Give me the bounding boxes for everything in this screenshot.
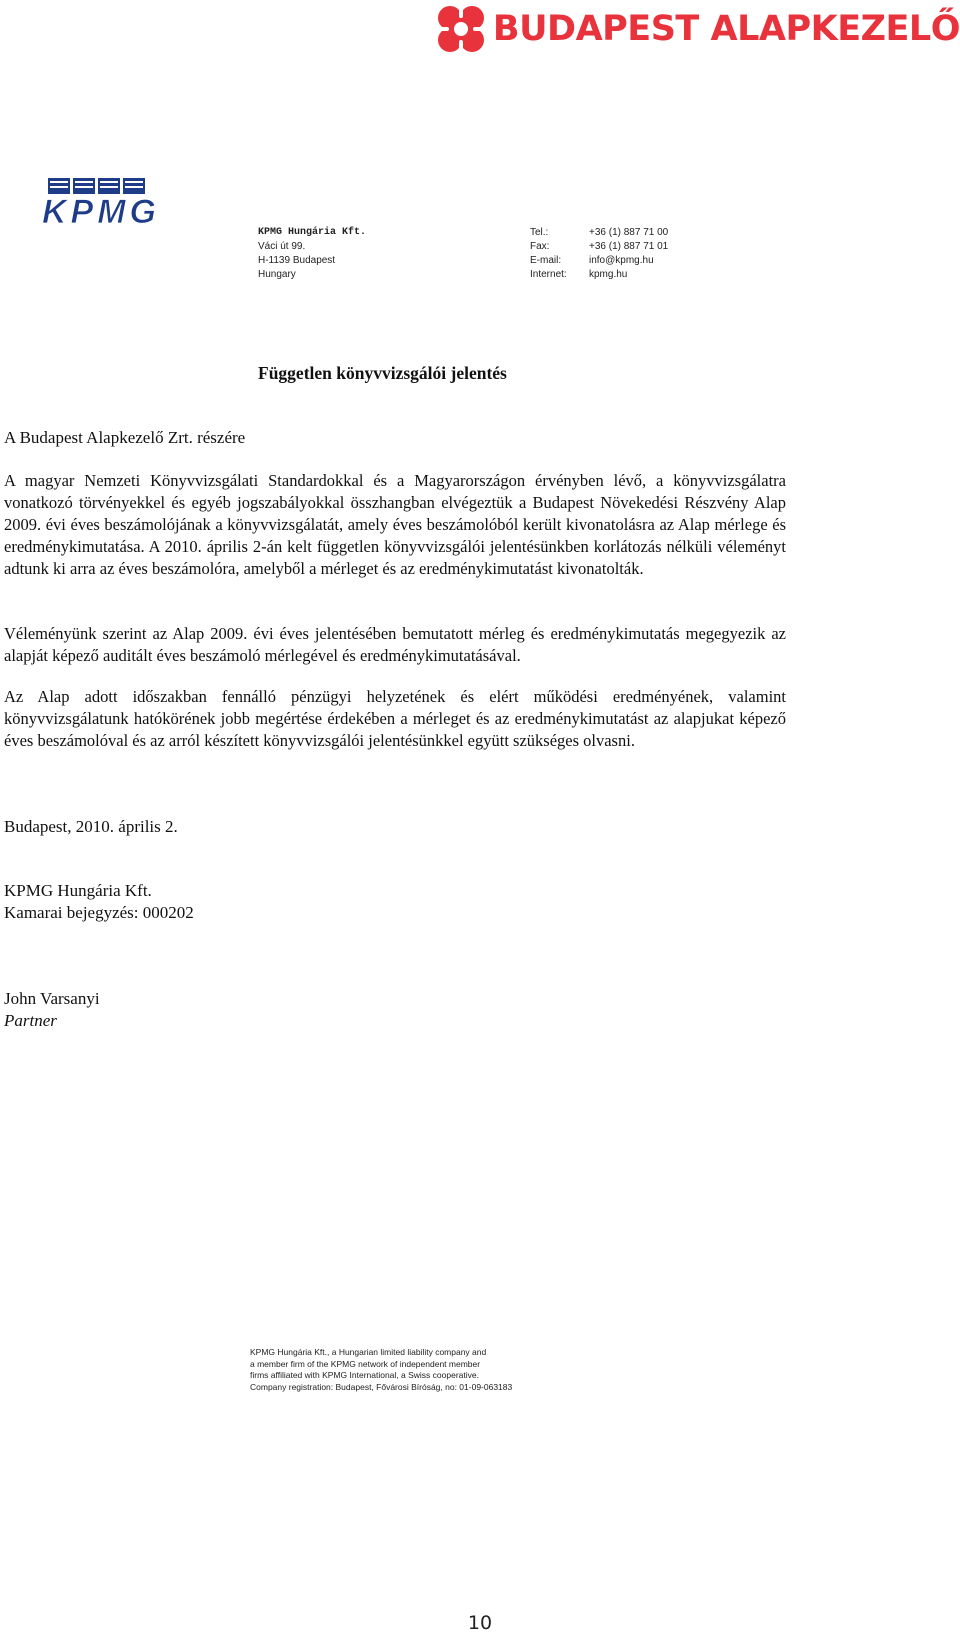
contact-label: Tel.: (530, 227, 549, 238)
contact-row-fax (530, 240, 668, 254)
contact-row-email (530, 254, 668, 268)
address-street: Váci út 99. (258, 241, 306, 252)
budapest-alapkezelo-logo-icon (435, 4, 487, 54)
contact-label: E-mail: (530, 255, 562, 266)
contact-value: kpmg.hu (589, 269, 628, 280)
address-country: Hungary (258, 269, 296, 280)
salutation: A Budapest Alapkezelő Zrt. részére (4, 428, 246, 447)
signer (4, 988, 100, 1032)
chamber-registration: Kamarai bejegyzés: 000202 (4, 903, 194, 922)
signer-name: John Varsanyi (4, 989, 100, 1008)
document-title: Független könyvvizsgálói jelentés (258, 363, 507, 383)
address-city: H-1139 Budapest (258, 255, 336, 266)
signer-role: Partner (4, 1011, 57, 1030)
footer-line: firms affiliated with KPMG International, a Swiss cooperative. (250, 1370, 479, 1380)
contact-value: +36 (1) 887 71 01 (589, 241, 669, 252)
paragraph-2: Véleményünk szerint az Alap 2009. évi éves jelentésében bemutatott mérleg és eredménykimutatás megegyezik az alapját képező auditált éves beszámoló mérlegével és eredménykimutatásával. (4, 624, 786, 665)
contact-row-tel (530, 226, 668, 240)
kpmg-logo (40, 178, 162, 226)
firm-name: KPMG Hungária Kft. (4, 881, 152, 900)
footer-line: KPMG Hungária Kft., a Hungarian limited liability company and (250, 1347, 487, 1357)
kpmg-address (258, 226, 366, 282)
brand-header (435, 4, 960, 54)
address-firm: KPMG Hungária Kft. (258, 227, 367, 238)
place-date: Budapest, 2010. április 2. (4, 817, 178, 836)
brand-name: BUDAPEST ALAPKEZELŐ (492, 9, 960, 49)
kpmg-footer (250, 1347, 512, 1393)
paragraph-1: A magyar Nemzeti Könyvvizsgálati Standardokkal és a Magyarországon érvényben lévő, a könyvvizsgálatra vonatkozó törvényekkel és egyéb jogszabályokkal összhangban elvégeztük a Budapest Növekedési Részvény Alap 2009. évi éves beszámolójának a könyvvizsgálatát, amely éves beszámolóból került kivonatolásra az Alap mérlege és eredménykimutatása. A 2010. április 2-án kelt független könyvvizsgálói jelentésünkben korlátozás nélküli véleményt adtunk ki arra az éves beszámolóra, amelyből a mérleget és az eredménykimutatást kivonatolták. (4, 471, 786, 578)
contact-label: Internet: (530, 269, 567, 280)
page-number: 10 (467, 1612, 493, 1634)
kpmg-contact (530, 226, 668, 282)
contact-value: +36 (1) 887 71 00 (589, 227, 669, 238)
kpmg-logo-text: KPMG (42, 193, 156, 226)
footer-line: Company registration: Budapest, Fővárosi Bíróság, no: 01-09-063183 (250, 1381, 513, 1392)
footer-line: a member firm of the KPMG network of independent member (250, 1358, 481, 1369)
contact-row-internet (530, 268, 668, 282)
contact-label: Fax: (530, 241, 550, 252)
contact-value: info@kpmg.hu (589, 255, 654, 266)
paragraph-3: Az Alap adott időszakban fennálló pénzügyi helyzetének és elért működési eredményének, valamint könyvvizsgálatunk hatókörének jobb megértése érdekében a mérleget és az eredménykimutatást az alapjukat képező éves beszámolóval és az arról készített könyvvizsgálói jelentésünkkel együtt szükséges olvasni. (4, 687, 786, 750)
signing-firm (4, 880, 194, 924)
